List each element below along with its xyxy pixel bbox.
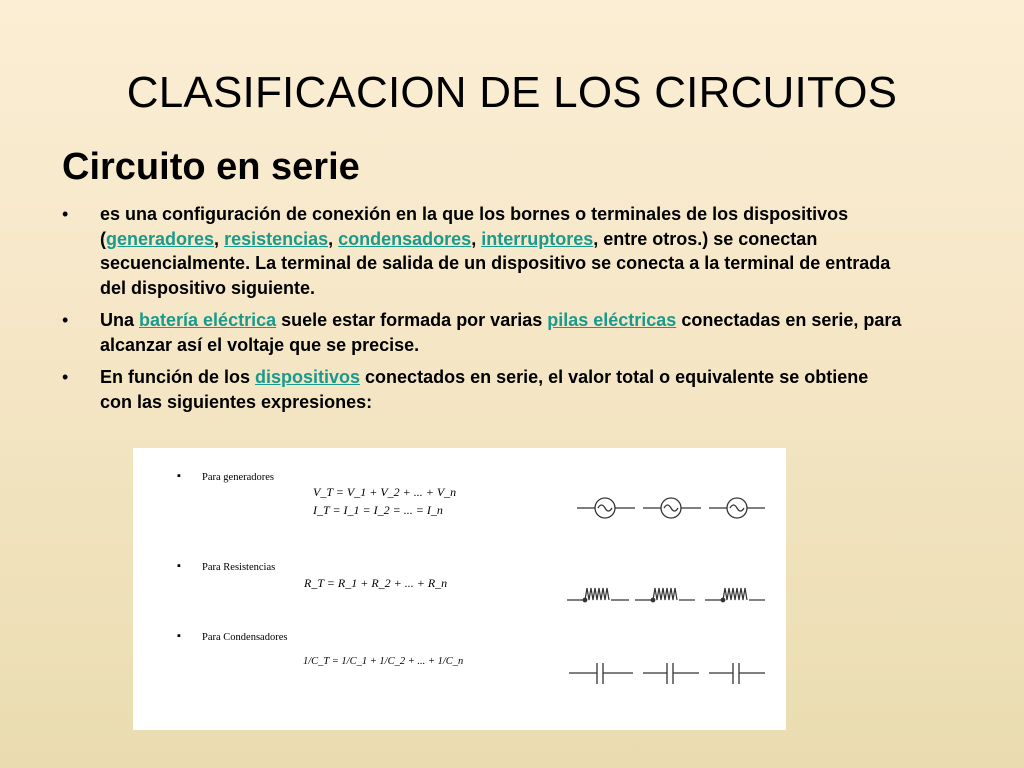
link-condensadores[interactable]: condensadores (338, 228, 472, 249)
section-bullet: ▪ (177, 470, 181, 482)
link-bateria-electrica[interactable]: batería eléctrica (139, 310, 277, 330)
resistor-icon (567, 588, 765, 602)
bullet-icon: • (62, 204, 69, 224)
formula-voltage: V_T = V_1 + V_2 + ... + V_n (313, 485, 457, 499)
bullet-list (62, 202, 902, 422)
section-bullet: ▪ (177, 560, 181, 572)
bullet-text: , entre otros.) se conectan secuencialmente. La terminal de salida de un dispositivo se conecta a la terminal de entrada del dispositivo siguiente. (100, 228, 891, 298)
bullet-text: es una configuración de conexión en la que los bornes o terminales de los dispositivos ( (100, 204, 849, 249)
bullet-item-3 (62, 365, 902, 414)
link-interruptores[interactable]: interruptores (481, 228, 594, 249)
bullet-text: Una (100, 310, 140, 330)
formula-capacitance: 1/C_T = 1/C_1 + 1/C_2 + ... + 1/C_n (303, 656, 464, 667)
bullet-text: , (328, 228, 339, 249)
section-bullet: ▪ (177, 630, 181, 642)
series-formulas-figure (133, 448, 786, 730)
slide-subtitle: Circuito en serie (62, 146, 360, 188)
ac-source-icon (577, 498, 765, 518)
bullet-text: suele estar formada por varias (276, 310, 548, 330)
bullet-item-2 (62, 308, 902, 357)
formula-resistance: R_T = R_1 + R_2 + ... + R_n (304, 576, 448, 590)
heading-resistencias: Para Resistencias (202, 562, 276, 573)
heading-condensadores: Para Condensadores (202, 632, 288, 643)
bullet-icon: • (62, 367, 69, 387)
heading-generadores: Para generadores (202, 472, 275, 483)
formulas-svg (133, 448, 786, 730)
link-generadores[interactable]: generadores (106, 228, 215, 249)
bullet-icon: • (62, 310, 69, 330)
capacitor-icon (569, 663, 765, 684)
bullet-text: conectados en serie, el valor total o equivalente se obtiene con las siguientes expresiones: (100, 367, 869, 412)
link-pilas-electricas[interactable]: pilas eléctricas (547, 310, 677, 330)
bullet-item-1 (62, 202, 902, 300)
bullet-text: , (214, 228, 225, 249)
link-dispositivos[interactable]: dispositivos (255, 367, 361, 387)
slide-title: CLASIFICACION DE LOS CIRCUITOS (126, 68, 898, 117)
bullet-text: En función de los (100, 367, 256, 387)
formula-current: I_T = I_1 = I_2 = ... = I_n (313, 503, 443, 517)
link-resistencias[interactable]: resistencias (224, 228, 329, 249)
bullet-text: , (471, 228, 482, 249)
bullet-text: conectadas en serie, para alcanzar así el voltaje que se precise. (100, 310, 902, 355)
